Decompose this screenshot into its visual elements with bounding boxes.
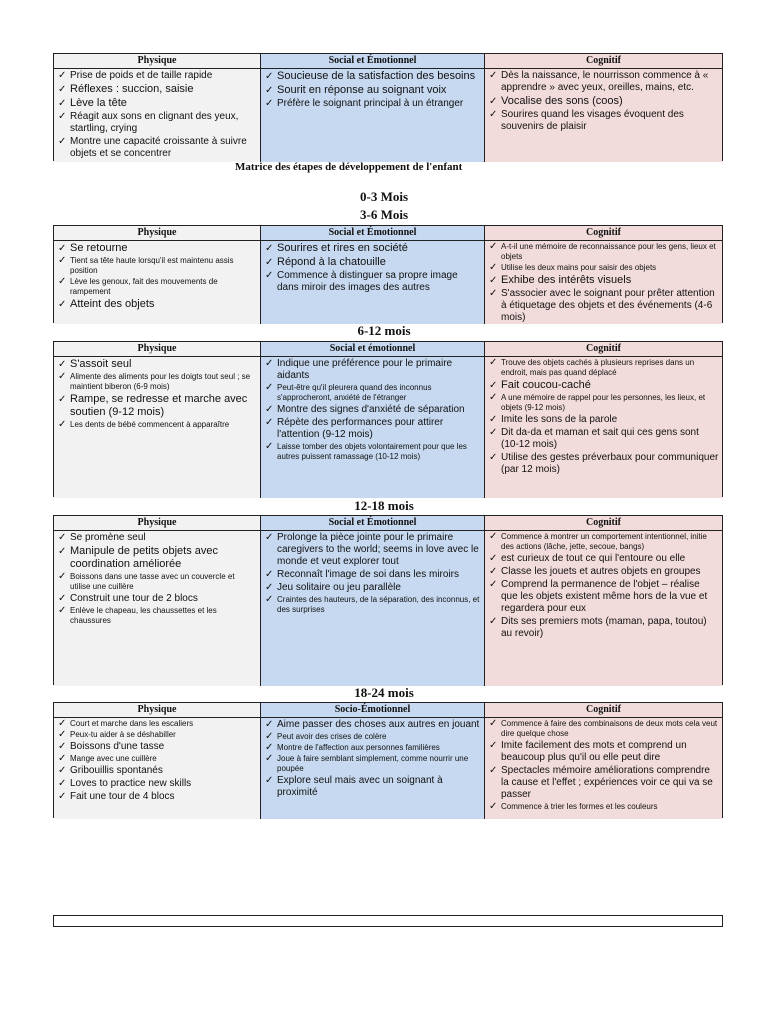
- col-physique: [54, 241, 261, 324]
- list-item: ✓ Mange avec une cuillère: [58, 753, 157, 764]
- list-item: ✓ Fait une tour de 4 blocs: [58, 791, 175, 802]
- list-item: ✓ Classe les jouets et autres objets en groupes: [489, 566, 701, 577]
- document-title: Matrice des étapes de développement de l'enfant: [235, 161, 463, 173]
- list-item: ✓ Répète des performances pour attirer l'attention (9-12 mois): [265, 417, 444, 440]
- check-icon: ✓: [265, 582, 274, 593]
- check-icon: ✓: [58, 778, 67, 789]
- list-item: ✓ Gribouillis spontanés: [58, 765, 163, 776]
- check-icon: ✓: [58, 276, 67, 287]
- check-icon: ✓: [58, 255, 67, 266]
- check-icon: ✓: [265, 257, 274, 268]
- list-item: ✓ Boissons dans une tasse avec un couvercle et utilise une cuillère: [58, 571, 235, 591]
- check-icon: ✓: [489, 70, 498, 81]
- list-item: ✓ Se retourne: [58, 242, 128, 254]
- list-item: ✓ Montre une capacité croissante à suivre objets et se concentrer: [58, 136, 247, 159]
- check-icon: ✓: [58, 299, 67, 310]
- header-physique: Physique: [54, 226, 261, 240]
- table-3-6-mois: [53, 225, 723, 323]
- list-item: ✓ Aime passer des choses aux autres en jouant: [265, 719, 480, 730]
- list-item: ✓ Indique une préférence pour le primaire aidants: [265, 358, 453, 381]
- list-item: ✓ Imite facilement des mots et comprend un beaucoup plus qu'il ou elle peut dire: [489, 740, 687, 763]
- col-cognitif: [485, 69, 722, 162]
- list-item: ✓ A-t-il une mémoire de reconnaissance pour les gens, lieux et objets: [489, 241, 716, 261]
- check-icon: ✓: [489, 579, 498, 590]
- check-icon: ✓: [265, 417, 274, 428]
- list-item: ✓ Loves to practice new skills: [58, 778, 192, 789]
- list-item: ✓ Reconnaît l'image de soi dans les miroirs: [265, 569, 459, 580]
- check-icon: ✓: [58, 718, 67, 729]
- check-icon: ✓: [489, 357, 498, 368]
- list-item: ✓ Manipule de petits objets avec coordination améliorée: [58, 545, 218, 570]
- section-title-3-6: 3-6 Mois: [359, 207, 409, 222]
- col-cognitif: [485, 531, 722, 686]
- check-icon: ✓: [489, 801, 498, 812]
- check-icon: ✓: [265, 98, 274, 109]
- check-icon: ✓: [58, 98, 67, 109]
- list-item: ✓ Comprend la permanence de l'objet – réalise que les objets existent même hors de la vue et regardera pour eux: [489, 579, 708, 614]
- list-item: ✓ Lève la tête: [58, 97, 127, 109]
- check-icon: ✓: [265, 731, 274, 742]
- check-icon: ✓: [265, 382, 274, 393]
- list-item: ✓ Laisse tomber des objets volontairement pour que les autres puissent ramassage (10-12 mois): [265, 441, 467, 461]
- table-0-3-mois: [53, 53, 723, 161]
- list-item: ✓ Sourires quand les visages évoquent des souvenirs de plaisir: [489, 109, 684, 132]
- list-item: ✓ Commence à trier les formes et les couleurs: [489, 801, 658, 812]
- section-title-6-12: 6-12 mois: [357, 323, 411, 338]
- check-icon: ✓: [58, 111, 67, 122]
- check-icon: ✓: [489, 765, 498, 776]
- check-icon: ✓: [265, 753, 274, 764]
- list-item: ✓ Atteint des objets: [58, 298, 155, 310]
- check-icon: ✓: [489, 241, 498, 252]
- list-item: ✓ S'associer avec le soignant pour prêter attention à étiquetage des objets et des événements (4-6 mois): [489, 288, 715, 323]
- check-icon: ✓: [58, 371, 67, 382]
- check-icon: ✓: [58, 605, 67, 616]
- check-icon: ✓: [489, 414, 498, 425]
- list-item: ✓ Joue à faire semblant simplement, comme nourrir une poupée: [265, 753, 469, 773]
- check-icon: ✓: [58, 765, 67, 776]
- list-item: ✓ Sourit en réponse au soignant voix: [265, 84, 447, 96]
- list-item: ✓ Sourires et rires en société: [265, 242, 408, 254]
- list-item: ✓ Montre des signes d'anxiété de séparation: [265, 404, 465, 415]
- header-cognitif: Cognitif: [485, 226, 722, 240]
- check-icon: ✓: [58, 741, 67, 752]
- check-icon: ✓: [58, 394, 67, 405]
- list-item: ✓ Répond à la chatouille: [265, 256, 386, 268]
- col-social: [261, 718, 485, 819]
- check-icon: ✓: [58, 136, 67, 147]
- list-item: ✓ Vocalise des sons (coos): [489, 95, 623, 107]
- col-social: [261, 241, 485, 324]
- check-icon: ✓: [265, 85, 274, 96]
- check-icon: ✓: [489, 566, 498, 577]
- section-title-18-24: 18-24 mois: [354, 685, 414, 700]
- check-icon: ✓: [265, 404, 274, 415]
- check-icon: ✓: [489, 531, 498, 542]
- list-item: ✓ Commence à montrer un comportement intentionnel, initie des actions (lâche, jette, secoue, bangs): [489, 531, 707, 551]
- col-physique: [54, 69, 261, 162]
- list-item: ✓ Prise de poids et de taille rapide: [58, 70, 213, 81]
- list-item: ✓ Trouve des objets cachés à plusieurs reprises dans un endroit, mais pas quand déplacé: [489, 357, 695, 377]
- empty-footer-box: [53, 915, 723, 927]
- table-6-12-mois: [53, 341, 723, 497]
- header-social: Social et Émotionnel: [261, 516, 485, 530]
- check-icon: ✓: [489, 262, 498, 273]
- table-12-18-mois: [53, 515, 723, 685]
- list-item: ✓ Réagit aux sons en clignant des yeux, startling, crying: [58, 111, 239, 134]
- check-icon: ✓: [265, 775, 274, 786]
- header-cognitif: Cognitif: [485, 342, 722, 356]
- list-item: ✓ Préfère le soignant principal à un étranger: [265, 98, 464, 109]
- list-item: ✓ Construit une tour de 2 blocs: [58, 593, 198, 604]
- col-social: [261, 531, 485, 686]
- list-item: ✓ Dit da-da et maman et sait qui ces gens sont (10-12 mois): [489, 427, 699, 450]
- check-icon: ✓: [58, 593, 67, 604]
- check-icon: ✓: [489, 392, 498, 403]
- list-item: ✓ Enlève le chapeau, les chaussettes et les chaussures: [58, 605, 217, 625]
- check-icon: ✓: [58, 359, 67, 370]
- list-item: ✓ Soucieuse de la satisfaction des besoins: [265, 70, 476, 82]
- header-social: Socio-Émotionnel: [261, 703, 485, 717]
- check-icon: ✓: [489, 718, 498, 729]
- col-cognitif: [485, 718, 722, 819]
- header-cognitif: Cognitif: [485, 703, 722, 717]
- list-item: ✓ Fait coucou-caché: [489, 379, 591, 391]
- section-title-12-18: 12-18 mois: [354, 498, 414, 513]
- list-item: ✓ est curieux de tout ce qui l'entoure ou elle: [489, 553, 686, 564]
- check-icon: ✓: [58, 571, 67, 582]
- check-icon: ✓: [489, 616, 498, 627]
- col-social: [261, 69, 485, 162]
- check-icon: ✓: [58, 70, 67, 81]
- col-physique: [54, 718, 261, 819]
- check-icon: ✓: [265, 243, 274, 254]
- check-icon: ✓: [58, 419, 67, 430]
- header-social: Social et émotionnel: [261, 342, 485, 356]
- col-physique: [54, 531, 261, 686]
- list-item: ✓ S'assoit seul: [58, 358, 132, 370]
- check-icon: ✓: [265, 358, 274, 369]
- list-item: ✓ Alimente des aliments pour les doigts tout seul ; se maintient biberon (6-9 mois): [58, 371, 251, 391]
- check-icon: ✓: [489, 380, 498, 391]
- list-item: ✓ Utilise les deux mains pour saisir des objets: [489, 262, 657, 273]
- check-icon: ✓: [489, 740, 498, 751]
- check-icon: ✓: [265, 441, 274, 452]
- check-icon: ✓: [489, 288, 498, 299]
- check-icon: ✓: [489, 452, 498, 463]
- check-icon: ✓: [58, 791, 67, 802]
- list-item: ✓ Les dents de bébé commencent à apparaître: [58, 419, 230, 430]
- list-item: ✓ Boissons d'une tasse: [58, 741, 165, 752]
- header-physique: Physique: [54, 342, 261, 356]
- list-item: ✓ Dits ses premiers mots (maman, papa, toutou) au revoir): [489, 616, 707, 639]
- list-item: ✓ A une mémoire de rappel pour les personnes, les lieux, et objets (9-12 mois): [489, 392, 706, 412]
- check-icon: ✓: [489, 96, 498, 107]
- list-item: ✓ Lève les genoux, fait des mouvements de rampement: [58, 276, 218, 296]
- list-item: ✓ Dès la naissance, le nourrisson commence à « apprendre » avec yeux, oreilles, mains, etc.: [489, 70, 709, 93]
- list-item: ✓ Tient sa tête haute lorsqu'il est maintenu assis position: [58, 255, 234, 275]
- col-social: [261, 357, 485, 498]
- check-icon: ✓: [265, 742, 274, 753]
- check-icon: ✓: [489, 427, 498, 438]
- check-icon: ✓: [58, 84, 67, 95]
- check-icon: ✓: [265, 594, 274, 605]
- list-item: ✓ Exhibe des intérêts visuels: [489, 274, 632, 286]
- check-icon: ✓: [58, 243, 67, 254]
- list-item: ✓ Utilise des gestes préverbaux pour communiquer (par 12 mois): [489, 452, 719, 475]
- section-title-0-3: 0-3 Mois: [359, 189, 409, 204]
- list-item: ✓ Prolonge la pièce jointe pour le primaire caregivers to the world; seems in love avec le monde et veut explorer tout: [265, 532, 479, 567]
- check-icon: ✓: [489, 275, 498, 286]
- list-item: ✓ Montre de l'affection aux personnes familières: [265, 742, 440, 753]
- check-icon: ✓: [265, 532, 274, 543]
- check-icon: ✓: [265, 569, 274, 580]
- list-item: ✓ Se promène seul: [58, 532, 146, 543]
- check-icon: ✓: [265, 71, 274, 82]
- list-item: ✓ Spectacles mémoire améliorations comprendre la cause et l'effet ; expériences voir ce qui va se passer: [489, 765, 713, 800]
- check-icon: ✓: [58, 546, 67, 557]
- list-item: ✓ Imite les sons de la parole: [489, 414, 618, 425]
- check-icon: ✓: [58, 532, 67, 543]
- list-item: ✓ Réflexes : succion, saisie: [58, 83, 194, 95]
- list-item: ✓ Court et marche dans les escaliers: [58, 718, 194, 729]
- check-icon: ✓: [265, 270, 274, 281]
- list-item: ✓ Rampe, se redresse et marche avec soutien (9-12 mois): [58, 393, 248, 418]
- header-physique: Physique: [54, 54, 261, 68]
- list-item: ✓ Explore seul mais avec un soignant à proximité: [265, 775, 443, 798]
- col-physique: [54, 357, 261, 498]
- check-icon: ✓: [58, 729, 67, 740]
- list-item: ✓ Commence à faire des combinaisons de deux mots cela veut dire quelque chose: [489, 718, 718, 738]
- check-icon: ✓: [489, 109, 498, 120]
- check-icon: ✓: [58, 753, 67, 764]
- header-cognitif: Cognitif: [485, 54, 722, 68]
- list-item: ✓ Commence à distinguer sa propre image dans miroir des images des autres: [265, 270, 458, 293]
- header-social: Social et Émotionnel: [261, 54, 485, 68]
- col-cognitif: [485, 241, 722, 324]
- list-item: ✓ Peut-être qu'il pleurera quand des inconnus s'approcheront, anxiété de l'étranger: [265, 382, 432, 402]
- col-cognitif: [485, 357, 722, 498]
- list-item: ✓ Peux-tu aider à se déshabiller: [58, 729, 176, 740]
- list-item: ✓ Jeu solitaire ou jeu parallèle: [265, 582, 401, 593]
- list-item: ✓ Peut avoir des crises de colère: [265, 731, 387, 742]
- header-cognitif: Cognitif: [485, 516, 722, 530]
- check-icon: ✓: [489, 553, 498, 564]
- header-physique: Physique: [54, 703, 261, 717]
- header-social: Social et Émotionnel: [261, 226, 485, 240]
- header-physique: Physique: [54, 516, 261, 530]
- table-18-24-mois: [53, 702, 723, 818]
- check-icon: ✓: [265, 719, 274, 730]
- list-item: ✓ Craintes des hauteurs, de la séparation, des inconnus, et des surprises: [265, 594, 480, 614]
